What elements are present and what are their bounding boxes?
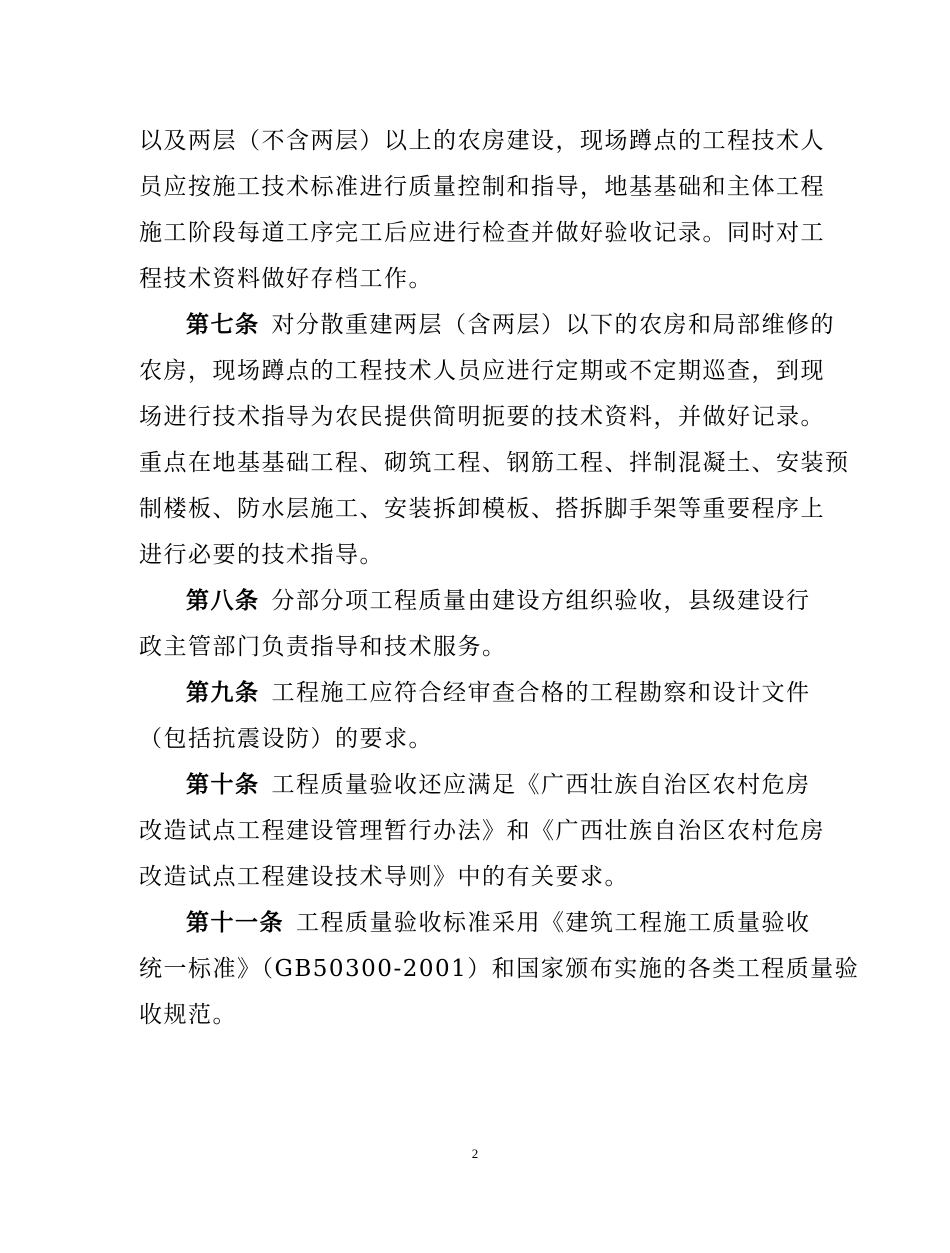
document-body <box>139 118 860 1038</box>
article-number: 第十条 <box>186 772 260 798</box>
paragraph-continuation <box>139 118 825 302</box>
text-line: 以及两层（不含两层）以上的农房建设，现场蹲点的工程技术人 <box>139 128 825 154</box>
article-text: 分部分项工程质量由建设方组织验收，县级建设行 <box>271 588 811 614</box>
text-line: 政主管部门负责指导和技术服务。 <box>139 634 507 660</box>
text-line <box>139 670 821 716</box>
text-line <box>139 302 835 348</box>
article-text: 工程质量验收标准采用《建筑工程施工质量验收 <box>296 910 811 936</box>
text-line: 重点在地基基础工程、砌筑工程、钢筋工程、拌制混凝土、安装预 <box>139 450 850 476</box>
text-line: 进行必要的技术指导。 <box>139 542 384 568</box>
article-11 <box>139 900 860 1038</box>
text-line: 改造试点工程建设技术导则》中的有关要求。 <box>139 864 629 890</box>
text-line: 施工阶段每道工序完工后应进行检查并做好验收记录。同时对工 <box>139 220 825 246</box>
text-line: 农房，现场蹲点的工程技术人员应进行定期或不定期巡查，到现 <box>139 358 825 384</box>
article-10 <box>139 762 825 900</box>
article-number: 第八条 <box>186 588 260 614</box>
text-line: 场进行技术指导为农民提供简明扼要的技术资料，并做好记录。 <box>139 404 825 430</box>
text-line: 统一标准》（GB50300-2001）和国家颁布实施的各类工程质量验 <box>139 956 860 982</box>
article-text: 工程施工应符合经审查合格的工程勘察和设计文件 <box>271 680 811 706</box>
text-line <box>139 762 821 808</box>
article-7 <box>139 302 850 578</box>
text-line: 改造试点工程建设管理暂行办法》和《广西壮族自治区农村危房 <box>139 818 825 844</box>
article-9 <box>139 670 821 762</box>
text-line <box>139 900 821 946</box>
text-line: 程技术资料做好存档工作。 <box>139 266 433 292</box>
text-line: 收规范。 <box>139 1002 237 1028</box>
text-line: 员应按施工技术标准进行质量控制和指导，地基基础和主体工程 <box>139 174 825 200</box>
article-number: 第九条 <box>186 680 260 706</box>
article-text: 工程质量验收还应满足《广西壮族自治区农村危房 <box>271 772 811 798</box>
text-line: 制楼板、防水层施工、安装拆卸模板、搭拆脚手架等重要程序上 <box>139 496 825 522</box>
article-number: 第七条 <box>186 312 260 338</box>
text-line <box>139 578 821 624</box>
page-number: 2 <box>471 1146 479 1161</box>
text-line: （包括抗震设防）的要求。 <box>139 726 433 752</box>
article-number: 第十一条 <box>186 910 284 936</box>
article-text: 对分散重建两层（含两层）以下的农房和局部维修的 <box>271 312 835 338</box>
article-8 <box>139 578 821 670</box>
